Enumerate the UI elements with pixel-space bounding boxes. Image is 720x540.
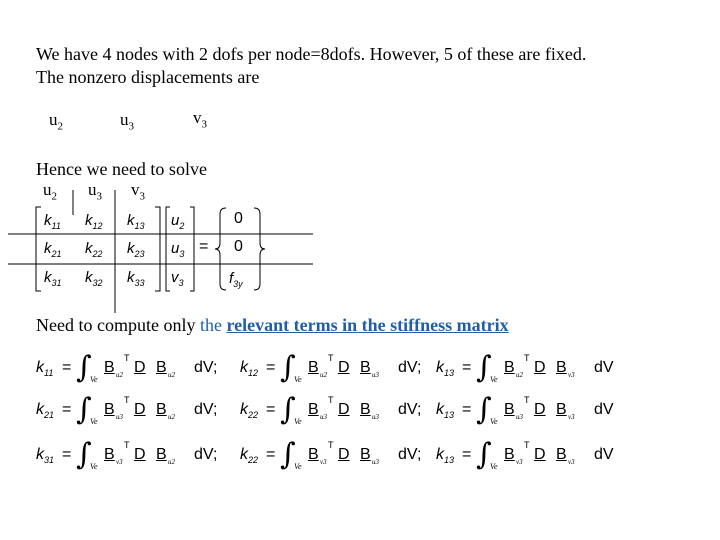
equals-sign: = — [266, 359, 276, 376]
stiffness-term: $k_{12}$ — [240, 359, 259, 379]
stiffness-term: $k_{22}$ — [240, 401, 259, 421]
b-matrix: B — [504, 359, 515, 376]
matrix-right-bracket — [155, 207, 160, 291]
integral-symbol: ∫ — [280, 350, 296, 385]
b-matrix-subscript: v3 — [116, 458, 123, 466]
b-matrix-subscript: v3 — [568, 371, 575, 379]
matrix-left-bracket — [36, 207, 41, 291]
stiffness-term: $k_{11}$ — [36, 359, 54, 379]
b-matrix-subscript: u3 — [516, 413, 523, 421]
formula-row-2 — [36, 392, 720, 427]
b-matrix: B — [156, 401, 167, 418]
b-matrix-subscript: v3 — [568, 458, 575, 466]
compute-note-prefix: Need to compute only — [36, 315, 200, 335]
volume-element: dV — [594, 359, 614, 376]
compute-note-highlight: relevant terms in the stiffness matrix — [226, 315, 509, 335]
equals-sign: = — [462, 446, 472, 463]
stiffness-term: $k_{13}$ — [436, 401, 455, 421]
integral-symbol: ∫ — [476, 437, 492, 472]
volume-element: dV; — [398, 359, 422, 376]
integral-symbol: ∫ — [280, 392, 296, 427]
d-matrix: D — [338, 446, 350, 463]
equals-sign: = — [266, 401, 276, 418]
matrix-entry-k21: $k_{21}$ — [44, 240, 62, 259]
b-matrix: B — [504, 446, 515, 463]
b-matrix: B — [104, 446, 115, 463]
integral-symbol: ∫ — [280, 437, 296, 472]
formula-row-3 — [36, 437, 720, 472]
d-matrix: D — [338, 359, 350, 376]
volume-element: dV — [594, 401, 614, 418]
equals-sign: = — [62, 446, 72, 463]
b-matrix: B — [308, 446, 319, 463]
transpose-mark: T — [328, 353, 334, 363]
b-matrix: B — [360, 401, 371, 418]
equals-sign: = — [62, 359, 72, 376]
d-matrix: D — [134, 401, 146, 418]
b-matrix-subscript: u2 — [116, 371, 123, 379]
volume-element: dV; — [194, 401, 218, 418]
integral-symbol: ∫ — [476, 392, 492, 427]
rhs-left-brace — [215, 208, 226, 290]
vector-right-bracket — [190, 207, 194, 291]
rhs-zero-1: 0 — [234, 210, 243, 227]
vector-left-bracket — [166, 207, 170, 291]
integral-domain: Ve — [90, 375, 98, 384]
d-matrix: D — [534, 359, 546, 376]
d-matrix: D — [134, 446, 146, 463]
d-matrix: D — [534, 401, 546, 418]
b-matrix-subscript: v3 — [516, 458, 523, 466]
b-matrix: B — [104, 359, 115, 376]
b-matrix: B — [308, 401, 319, 418]
volume-element: dV; — [194, 446, 218, 463]
transpose-mark: T — [124, 353, 130, 363]
d-matrix: D — [338, 401, 350, 418]
rhs-f3y: $f_{3y}$ — [229, 270, 243, 289]
integral-symbol: ∫ — [76, 350, 92, 385]
integral-domain: Ve — [294, 462, 302, 471]
volume-element: dV — [594, 446, 614, 463]
equals-sign: = — [462, 359, 472, 376]
rhs-zero-2: 0 — [234, 238, 243, 255]
displacement-u2: $u_2$ — [49, 110, 63, 133]
displacement-v3: $v_3$ — [193, 108, 207, 131]
integral-domain: Ve — [90, 417, 98, 426]
matrix-entry-k32: $k_{32}$ — [85, 269, 103, 288]
integral-domain: Ve — [294, 375, 302, 384]
integral-symbol: ∫ — [476, 350, 492, 385]
solve-text: Hence we need to solve — [36, 159, 207, 179]
intro-line-1: We have 4 nodes with 2 dofs per node=8dofs. However, 5 of these are fixed. — [36, 44, 587, 64]
b-matrix: B — [556, 401, 567, 418]
b-matrix: B — [360, 446, 371, 463]
b-matrix: B — [308, 359, 319, 376]
integral-domain: Ve — [490, 462, 498, 471]
matrix-entry-k31: $k_{31}$ — [44, 269, 62, 288]
d-matrix: D — [534, 446, 546, 463]
equals-sign: = — [462, 401, 472, 418]
transpose-mark: T — [328, 440, 334, 450]
volume-element: dV; — [194, 359, 218, 376]
matrix-entry-k12: $k_{12}$ — [85, 212, 103, 231]
unknown-v3: $v_3$ — [171, 269, 184, 288]
b-matrix: B — [504, 401, 515, 418]
b-matrix: B — [156, 359, 167, 376]
b-matrix: B — [556, 359, 567, 376]
transpose-mark: T — [524, 440, 530, 450]
equals-sign: = — [266, 446, 276, 463]
matrix-entry-k22: $k_{22}$ — [85, 240, 103, 259]
stiffness-term: $k_{31}$ — [36, 446, 55, 466]
b-matrix-subscript: u2 — [168, 413, 175, 421]
column-header-u2: $u_2$ — [43, 180, 57, 203]
b-matrix: B — [104, 401, 115, 418]
intro-line-2: The nonzero displacements are — [36, 67, 260, 87]
stiffness-term: $k_{21}$ — [36, 401, 55, 421]
equation-equals: = — [199, 238, 209, 255]
stiffness-term: $k_{13}$ — [436, 359, 455, 379]
matrix-entry-k11: $k_{11}$ — [44, 212, 61, 231]
unknown-u2: $u_2$ — [171, 212, 185, 231]
equals-sign: = — [62, 401, 72, 418]
transpose-mark: T — [328, 395, 334, 405]
b-matrix-subscript: u3 — [116, 413, 123, 421]
d-matrix: D — [134, 359, 146, 376]
transpose-mark: T — [524, 395, 530, 405]
matrix-entry-k13: $k_{13}$ — [127, 212, 145, 231]
displacement-u3: $u_3$ — [120, 110, 134, 133]
integral-domain: Ve — [490, 375, 498, 384]
matrix-entry-k23: $k_{23}$ — [127, 240, 145, 259]
stiffness-term: $k_{13}$ — [436, 446, 455, 466]
integral-symbol: ∫ — [76, 437, 92, 472]
b-matrix-subscript: u2 — [320, 371, 327, 379]
b-matrix-subscript: u3 — [372, 413, 379, 421]
b-matrix-subscript: u2 — [516, 371, 523, 379]
compute-note — [36, 314, 509, 336]
b-matrix: B — [156, 446, 167, 463]
volume-element: dV; — [398, 401, 422, 418]
b-matrix-subscript: v3 — [320, 458, 327, 466]
transpose-mark: T — [124, 395, 130, 405]
formula-row-1 — [36, 350, 720, 385]
b-matrix-subscript: u2 — [168, 458, 175, 466]
volume-element: dV; — [398, 446, 422, 463]
matrix-entry-k33: $k_{33}$ — [127, 269, 145, 288]
transpose-mark: T — [124, 440, 130, 450]
stiffness-term: $k_{22}$ — [240, 446, 259, 466]
column-header-u3: $u_3$ — [88, 180, 102, 203]
integral-domain: Ve — [90, 462, 98, 471]
integral-symbol: ∫ — [76, 392, 92, 427]
b-matrix-subscript: u2 — [168, 371, 175, 379]
integral-domain: Ve — [294, 417, 302, 426]
b-matrix-subscript: v3 — [568, 413, 575, 421]
compute-note-the: the — [199, 315, 227, 335]
unknown-u3: $u_3$ — [171, 240, 185, 259]
integral-domain: Ve — [490, 417, 498, 426]
column-header-v3: $v_3$ — [131, 180, 145, 203]
transpose-mark: T — [524, 353, 530, 363]
b-matrix: B — [360, 359, 371, 376]
b-matrix-subscript: u3 — [320, 413, 327, 421]
rhs-right-brace — [254, 208, 265, 290]
b-matrix-subscript: u3 — [372, 458, 379, 466]
b-matrix: B — [556, 446, 567, 463]
b-matrix-subscript: u3 — [372, 371, 379, 379]
